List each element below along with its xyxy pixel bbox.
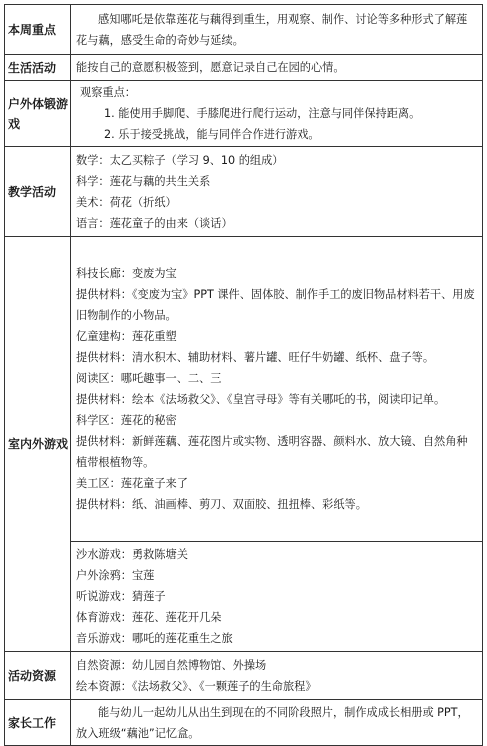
row-activity-resources	[5, 652, 483, 700]
text-line: 美术：荷花（折纸）	[76, 195, 177, 209]
text-line: 美工区：莲花童子来了	[76, 477, 188, 490]
row-outdoor-games	[5, 542, 483, 652]
text-line: 数学：太乙买粽子（学习 9、10 的组成）	[76, 153, 284, 167]
row-heading: 家长工作	[5, 700, 71, 746]
text-line: 1. 能使用手脚爬、手膝爬进行爬行运动，注意与同伴保持距离。	[104, 107, 421, 120]
text-line: 沙水游戏：勇救陈塘关	[76, 548, 188, 561]
row-content-outdoor	[71, 542, 483, 652]
text-line: 自然资源：幼儿园自然博物馆、外操场	[76, 658, 267, 672]
row-weekly-focus	[5, 5, 483, 55]
text-line: 科学：莲花与藕的共生关系	[76, 174, 211, 188]
text-line: 提供材料：清水积木、辅助材料、薯片罐、旺仔牛奶罐、纸杯、盘子等。	[76, 351, 435, 364]
text-line: 提供材料：《变废为宝》PPT 课件、固体胶、制作手工的废旧物品材料若干、用废旧物制作的小物品。	[76, 288, 475, 322]
row-content	[71, 147, 483, 237]
text-line: 音乐游戏：哪吒的莲花重生之旅	[76, 632, 233, 645]
row-heading: 室内外游戏	[5, 237, 71, 652]
row-parent-work	[5, 700, 483, 746]
text-line: 体育游戏：莲花、莲花开几朵	[76, 611, 222, 624]
text-line: 语言：莲花童子的由来（谈话）	[76, 216, 233, 230]
text-line: 亿童建构：莲花重塑	[76, 330, 177, 343]
text-line: 科学区：莲花的秘密	[76, 414, 177, 427]
weekly-plan-sheet	[4, 4, 482, 742]
row-content	[71, 5, 483, 55]
row-heading: 教学活动	[5, 147, 71, 237]
row-life-activity	[5, 55, 483, 81]
text-line: 提供材料：纸、油画棒、剪刀、双面胶、扭扭棒、彩纸等。	[76, 498, 367, 511]
text-line: 提供材料：新鲜莲藕、莲花图片或实物、透明容器、颜料水、放大镜、自然角种植带根植物等。	[76, 435, 468, 469]
text-line: 听说游戏：猜莲子	[76, 590, 166, 603]
row-content	[71, 700, 483, 746]
weekly-plan-table	[4, 4, 483, 746]
row-heading: 户外体锻游戏	[5, 81, 71, 147]
row-heading: 活动资源	[5, 652, 71, 700]
row-content	[71, 81, 483, 147]
text-line: 2. 乐于接受挑战，能与同伴合作进行游戏。	[104, 128, 320, 141]
row-content	[71, 55, 483, 81]
text-line: 户外涂鸦：宝莲	[76, 569, 155, 582]
text-line: 绘本资源：《法场救父》、《一颗莲子的生命旅程》	[76, 679, 317, 693]
text-line: 感知哪吒是依靠莲花与藕得到重生，用观察、制作、讨论等多种形式了解莲花与藕，感受生命的奇妙与延续。	[76, 12, 468, 47]
row-heading: 本周重点	[5, 5, 71, 55]
text-line: 能按自己的意愿积极签到，愿意记录自己在园的心情。	[76, 61, 345, 74]
text-line: 能与幼儿一起幼儿从出生到现在的不同阶段照片，制作成成长相册或 PPT，放入班级“藕池”记忆盒。	[76, 705, 469, 740]
row-teaching-activity	[5, 147, 483, 237]
row-content	[71, 652, 483, 700]
row-indoor-games	[5, 237, 483, 542]
text-line: 阅读区：哪吒趣事一、二、三	[76, 372, 222, 385]
row-outdoor-exercise	[5, 81, 483, 147]
row-content-indoor	[71, 237, 483, 542]
text-line: 观察重点：	[80, 86, 136, 99]
text-line: 科技长廊：变废为宝	[76, 267, 177, 280]
row-heading: 生活活动	[5, 55, 71, 81]
text-line: 提供材料：绘本《法场救父》、《皇宫寻母》等有关哪吒的书，阅读印记单。	[76, 393, 446, 406]
